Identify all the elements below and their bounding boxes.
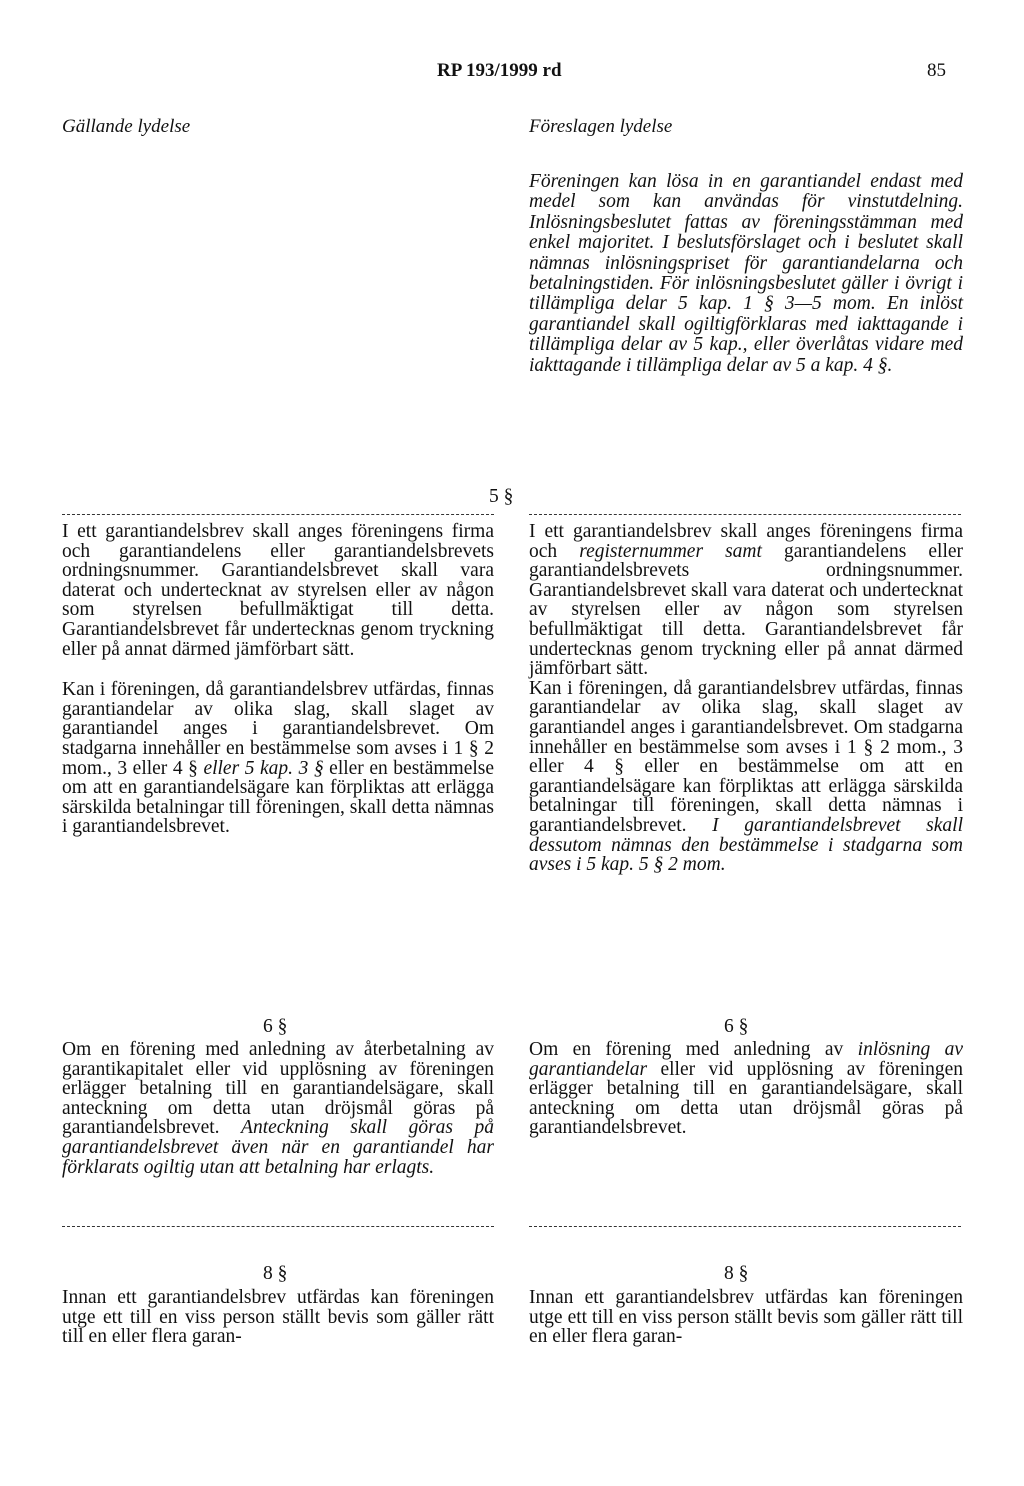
current-section-6-heading: 6 § — [263, 1016, 288, 1037]
proposed-s6-paragraph-1 — [529, 1040, 963, 1138]
proposed-s6-p1-text-c: eller vid upplösning av föreningen erlägger betalning till en garantiandelsägare, skall anteckning om detta utan dröjsmål göras på garantiandelsbrevet. — [529, 1058, 963, 1139]
proposed-s8-paragraph-1: Innan ett garantiandelsbrev utfärdas kan föreningen utge ett till en viss person ställt bevis som gäller rätt till en eller flera garan- — [529, 1287, 963, 1348]
proposed-section-6 — [529, 1040, 963, 1138]
current-section-8-heading: 8 § — [263, 1263, 288, 1284]
left-omission-divider-1 — [62, 514, 494, 515]
current-s5-paragraph-2 — [62, 680, 494, 837]
current-wording-heading: Gällande lydelse — [62, 116, 191, 137]
document-title: RP 193/1999 rd — [437, 60, 562, 81]
proposed-s5-p1-text-c: garantiandelens eller garantiandelsbrevets ordningsnummer. Garantiandelsbrevet skall vara daterat och undertecknat av styrelsen eller av någon som styrelsen befullmäktigat till detta. Garantiandelsbrevet får undertecknas genom tryckning eller på annat därmed jämförbart sätt. — [529, 540, 964, 680]
left-omission-divider-2 — [62, 1226, 494, 1227]
current-s5-p2-text-c: eller en bestämmelse om att en garantiandelsägare kan förpliktas att erlägga särskilda betalningar till föreningen, skall detta nämnas i garantiandelsbrevet. — [62, 757, 495, 838]
proposed-s5-p2-text-a: Kan i föreningen, då garantiandelsbrev utfärdas, finnas garantiandelar av olika slag, skall slaget av garantiandel anges i garantiandelsbrevet. Om stadgarna innehåller en bestämmelse som avses i 1 § 2 mom., 3 eller 4 § eller en bestämmelse om att en garantiandelsägare kan förpliktas att erlägga särskilda betalningar till föreningen, skall detta nämnas i garantiandelsbrevet. — [529, 677, 963, 836]
current-section-6 — [62, 1040, 494, 1177]
current-s5-p2-text-a: Kan i föreningen, då garantiandelsbrev utfärdas, finnas garantiandelar av olika slag, skall slaget av garantiandel anges i garantiandelsbrevet. Om stadgarna innehåller en bestämmelse som avses i 1 § 2 mom., 3 eller 4 § — [62, 679, 494, 779]
proposed-s6-p1-text-a: Om en förening med anledning av — [529, 1039, 858, 1060]
proposed-section-5 — [529, 522, 963, 875]
proposed-intro-paragraph — [529, 172, 963, 376]
proposed-s5-p2-italic: I garantiandelsbrevet skall dessutom nämnas den bestämmelse i stadgarna som avses i 5 kap. 5 § 2 mom. — [529, 814, 963, 876]
section-5-heading: 5 § — [489, 486, 514, 507]
current-s6-p1-text-a: Om en förening med anledning av återbetalning av garantikapitalet eller vid upplösning av föreningen erlägger betalning till en garantiandelsägare, skall anteckning om detta utan dröjsmål göras på garantiandelsbrevet. — [62, 1039, 494, 1139]
current-s8-paragraph-1: Innan ett garantiandelsbrev utfärdas kan föreningen utge ett till en viss person ställt bevis som gäller rätt till en eller flera garan- — [62, 1287, 494, 1348]
proposed-s5-paragraph-2 — [529, 679, 963, 875]
proposed-s5-p1-text-a: I ett garantiandelsbrev skall anges föreningens firma och — [529, 521, 963, 562]
current-s6-p1-italic: Anteckning skall göras på garantiandelsbrevet även när en garantiandel har förklarats ogiltig utan att betalning har erlagts. — [62, 1117, 494, 1178]
current-section-8 — [62, 1288, 494, 1347]
proposed-s5-p1-italic: registernummer samt — [579, 540, 762, 562]
proposed-section-8 — [529, 1288, 963, 1347]
proposed-s6-p1-italic: inlösning av garantiandelar — [529, 1039, 963, 1080]
page-number: 85 — [927, 60, 946, 81]
proposed-wording-heading: Föreslagen lydelse — [529, 116, 673, 137]
proposed-section-6-heading: 6 § — [724, 1016, 749, 1037]
proposed-section-8-heading: 8 § — [724, 1263, 749, 1284]
current-s6-paragraph-1 — [62, 1040, 494, 1177]
right-omission-divider-2 — [529, 1226, 961, 1227]
proposed-s5-paragraph-1 — [529, 522, 963, 679]
proposed-intro-text: Föreningen kan lösa in en garantiandel endast med medel som kan användas för vinstutdelning. Inlösningsbeslutet fattas av föreningsstämman med enkel majoritet. I beslutsförslaget och i beslutet skall nämnas inlösningspriset för garantiandelarna och betalningstiden. För inlösningsbeslutet gäller i övrigt i tillämpliga delar 5 kap. 1 § 3—5 mom. En inlöst garantiandel skall ogiltigförklaras med iakttagande i tillämpliga delar av 5 kap., eller överlåtas vidare med iakttagande i tillämpliga delar av 5 a kap. 4 §. — [529, 171, 963, 376]
right-omission-divider-1 — [529, 514, 961, 515]
current-s5-p2-italic: eller 5 kap. 3 § — [203, 757, 324, 779]
current-section-5 — [62, 522, 494, 837]
current-s5-paragraph-1: I ett garantiandelsbrev skall anges föreningens firma och garantiandelens eller garantiandelsbrevets ordningsnummer. Garantiandelsbrevet skall vara daterat och undertecknat av styrelsen eller av någon som styrelsen befullmäktigat till detta. Garantiandelsbrevet får undertecknas genom tryckning eller på annat därmed jämförbart sätt. — [62, 521, 494, 660]
